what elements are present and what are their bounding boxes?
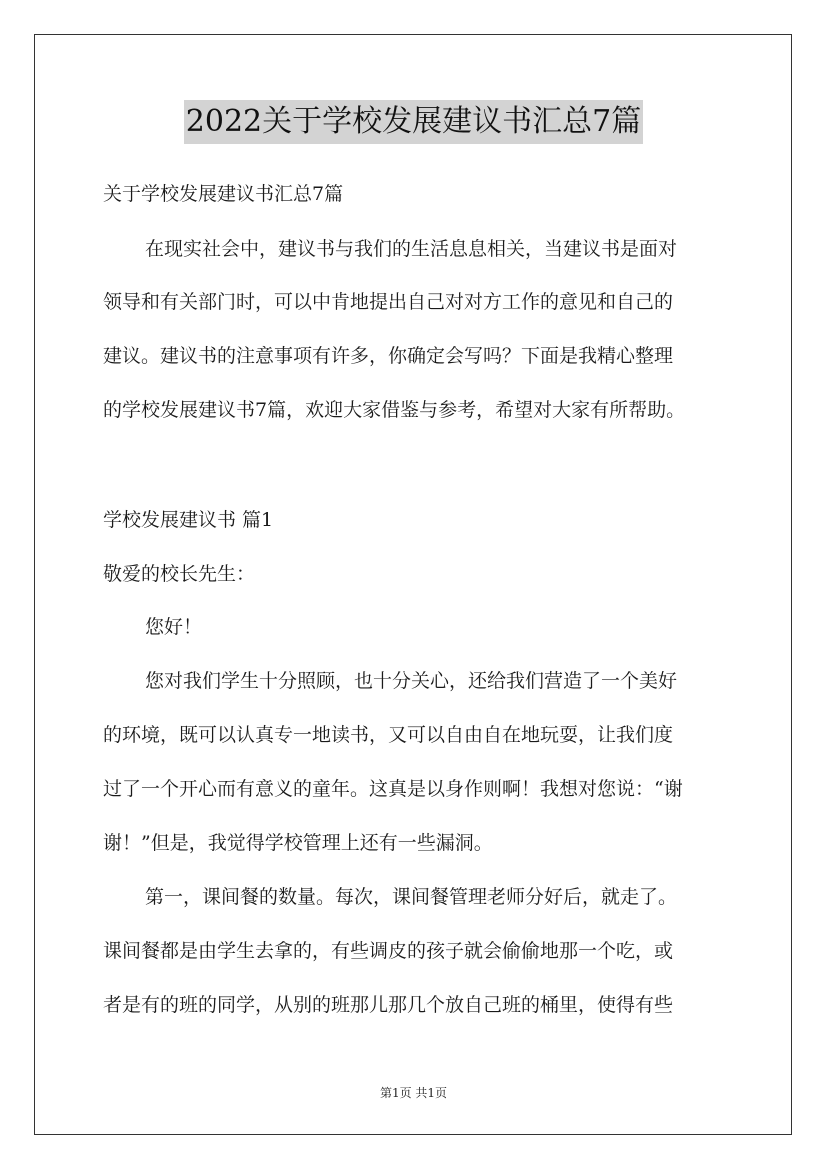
intro-line: 的学校发展建议书7篇，欢迎大家借鉴与参考，希望对大家有所帮助。 bbox=[103, 399, 686, 421]
greeting: 您好！ bbox=[145, 616, 203, 638]
title-container bbox=[0, 100, 827, 144]
paragraph-line: 您对我们学生十分照顾，也十分关心，还给我们营造了一个美好 bbox=[145, 670, 678, 692]
page-indicator: 第1页 共1页 bbox=[379, 1086, 448, 1100]
paragraph-line: 第一，课间餐的数量。每次，课间餐管理老师分好后，就走了。 bbox=[145, 886, 678, 908]
intro-line: 在现实社会中，建议书与我们的生活息息相关，当建议书是面对 bbox=[145, 238, 678, 260]
section-heading: 学校发展建议书 篇1 bbox=[103, 509, 274, 531]
paragraph-line: 过了一个开心而有意义的童年。这真是以身作则啊！我想对您说：“谢 bbox=[103, 778, 683, 800]
intro-line: 领导和有关部门时，可以中肯地提出自己对对方工作的意见和自己的 bbox=[103, 291, 674, 313]
intro-line: 建议。建议书的注意事项有许多，你确定会写吗？下面是我精心整理 bbox=[103, 345, 674, 367]
paragraph-line: 谢！”但是，我觉得学校管理上还有一些漏洞。 bbox=[103, 832, 493, 854]
salutation: 敬爱的校长先生： bbox=[103, 563, 256, 585]
document-subtitle: 关于学校发展建议书汇总7篇 bbox=[103, 183, 344, 205]
paragraph-line: 课间餐都是由学生去拿的，有些调皮的孩子就会偷偷地那一个吃，或 bbox=[103, 940, 674, 962]
paragraph-line: 者是有的班的同学，从别的班那儿那几个放自己班的桶里，使得有些 bbox=[103, 994, 674, 1016]
document-title: 2022关于学校发展建议书汇总7篇 bbox=[184, 100, 643, 144]
paragraph-line: 的环境，既可以认真专一地读书，又可以自由自在地玩耍，让我们度 bbox=[103, 724, 674, 746]
